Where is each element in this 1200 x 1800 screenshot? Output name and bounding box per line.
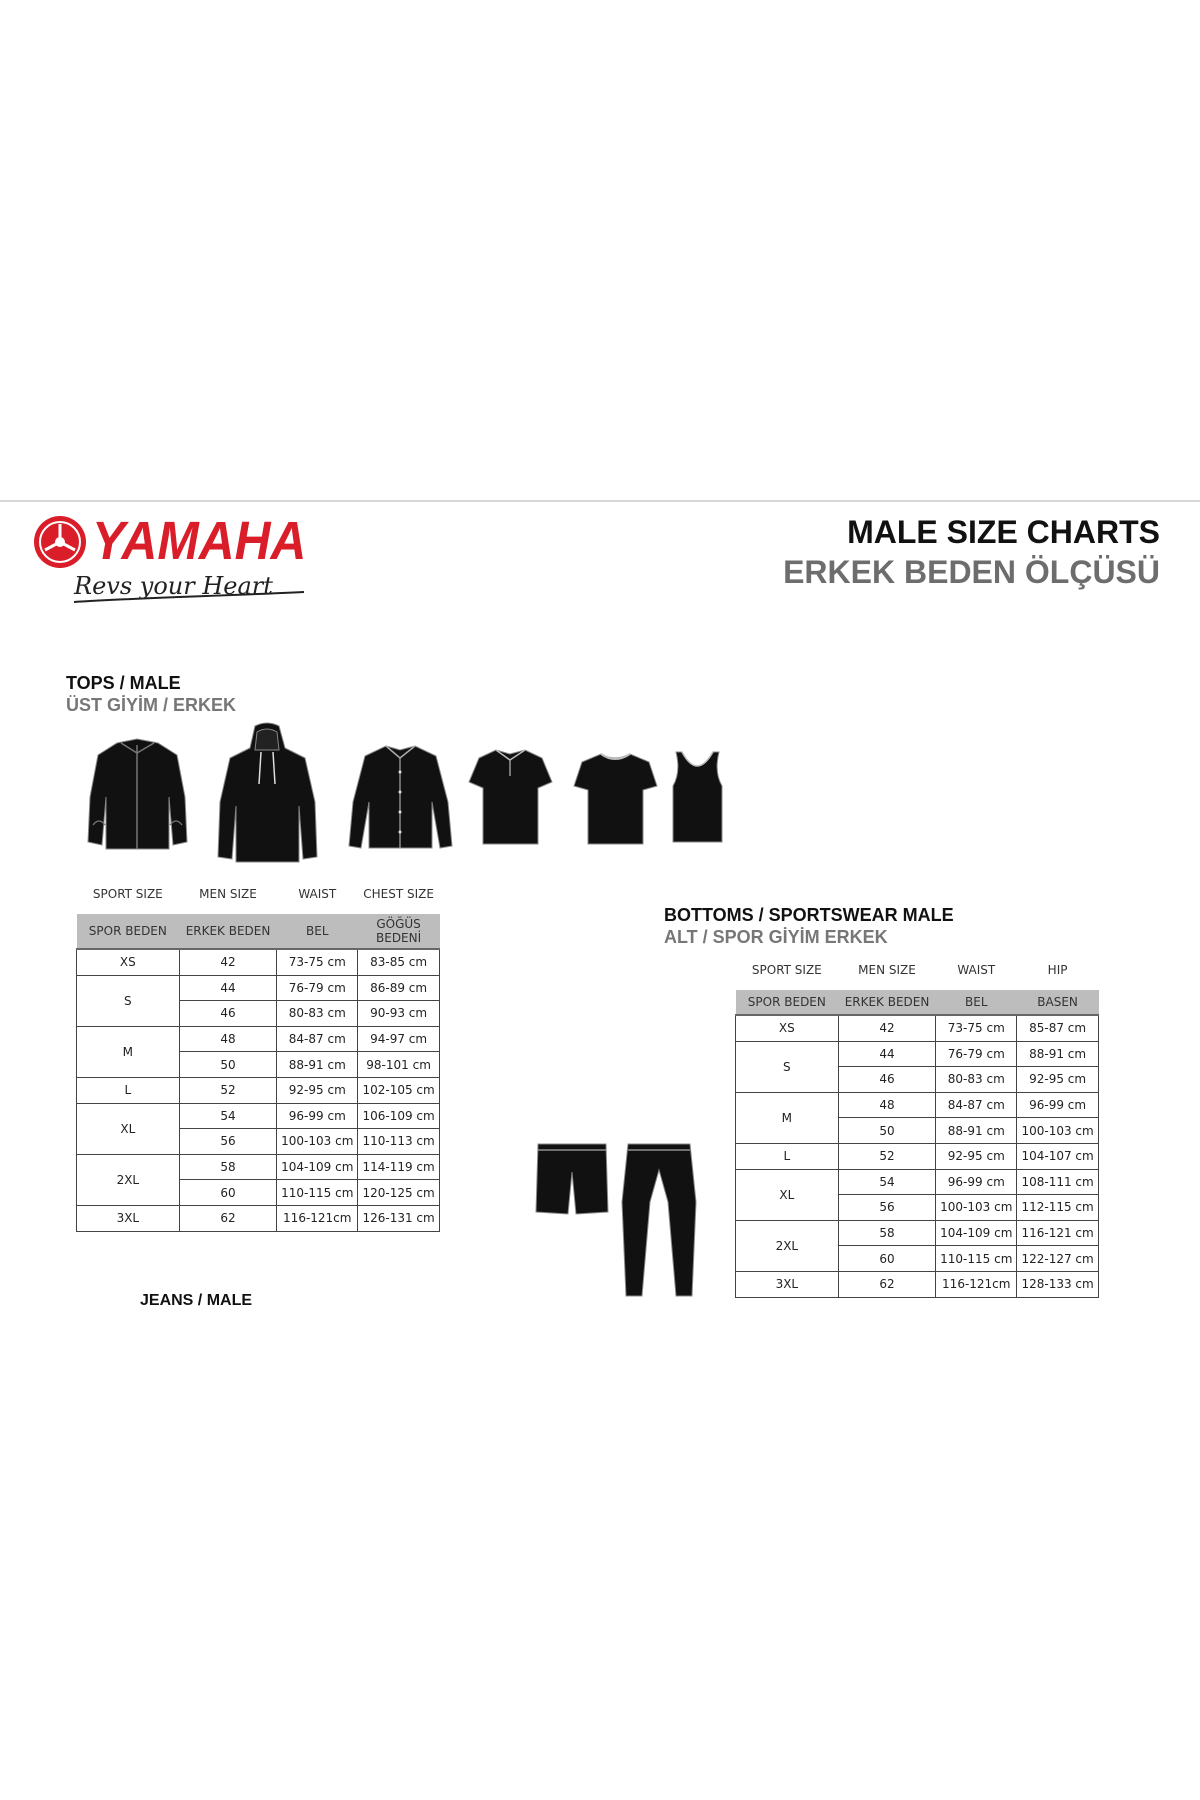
waist-cell: 92-95 cm [277, 1077, 358, 1103]
bottoms-table-body [736, 1015, 1099, 1297]
men-size-cell: 44 [838, 1041, 936, 1067]
sport-size-cell: XL [77, 1103, 180, 1154]
waist-cell: 100-103 cm [277, 1129, 358, 1155]
table-row [736, 1271, 1099, 1297]
bottoms-col-hip: HIP [1047, 963, 1068, 977]
tops-garment-icons [80, 722, 730, 867]
bottoms-col-sport-size: SPORT SIZE [751, 963, 822, 977]
shirt-icon [348, 742, 453, 852]
bottoms-header-row-en [736, 950, 1099, 990]
page-title [783, 512, 1160, 592]
men-size-cell: 62 [179, 1205, 277, 1231]
tops-header-row-tr [77, 914, 440, 949]
men-size-cell: 46 [838, 1067, 936, 1093]
men-size-cell: 50 [179, 1052, 277, 1078]
chest-cell: 114-119 cm [358, 1154, 440, 1180]
hip-cell: 108-111 cm [1017, 1169, 1099, 1195]
tshirt-icon [573, 750, 658, 846]
hip-cell: 92-95 cm [1017, 1067, 1099, 1093]
waist-cell: 76-79 cm [277, 975, 358, 1001]
men-size-cell: 50 [838, 1118, 936, 1144]
bottoms-col-erkek-beden: ERKEK BEDEN [838, 990, 936, 1015]
waist-cell: 96-99 cm [936, 1169, 1017, 1195]
waist-cell: 116-121cm [936, 1271, 1017, 1297]
top-divider [0, 500, 1200, 502]
waist-cell: 80-83 cm [277, 1001, 358, 1027]
waist-cell: 73-75 cm [936, 1015, 1017, 1041]
sport-size-cell: L [77, 1077, 180, 1103]
chest-cell: 86-89 cm [358, 975, 440, 1001]
waist-cell: 73-75 cm [277, 949, 358, 975]
hip-cell: 122-127 cm [1017, 1246, 1099, 1272]
waist-cell: 84-87 cm [277, 1026, 358, 1052]
table-row [77, 949, 440, 975]
sport-size-cell: XL [736, 1169, 839, 1220]
brand-wordmark: YAMAHA [92, 511, 307, 571]
hip-cell: 104-107 cm [1017, 1143, 1099, 1169]
men-size-cell: 54 [179, 1103, 277, 1129]
table-row [736, 1220, 1099, 1246]
men-size-cell: 48 [179, 1026, 277, 1052]
chest-cell: 90-93 cm [358, 1001, 440, 1027]
brand-tagline: Revs your Heart [74, 572, 273, 600]
hip-cell: 100-103 cm [1017, 1118, 1099, 1144]
tops-col-gogus-bedeni: GÖĞÜS BEDENİ [358, 914, 440, 949]
waist-cell: 80-83 cm [936, 1067, 1017, 1093]
men-size-cell: 56 [179, 1129, 277, 1155]
chest-cell: 83-85 cm [358, 949, 440, 975]
sport-size-cell: 3XL [736, 1271, 839, 1297]
men-size-cell: 48 [838, 1092, 936, 1118]
table-row [77, 1154, 440, 1180]
sport-size-cell: XS [736, 1015, 839, 1041]
chest-cell: 126-131 cm [358, 1205, 440, 1231]
page-title-tr: ERKEK BEDEN ÖLÇÜSÜ [783, 554, 1160, 590]
waist-cell: 76-79 cm [936, 1041, 1017, 1067]
hoodie-icon [215, 722, 320, 867]
hip-cell: 116-121 cm [1017, 1220, 1099, 1246]
tops-col-sport-size: SPORT SIZE [92, 887, 163, 901]
tops-col-waist: WAIST [298, 887, 337, 901]
jeans-section-title-cutoff: JEANS / MALE [140, 1292, 253, 1309]
leggings-icon [620, 1142, 698, 1298]
men-size-cell: 58 [838, 1220, 936, 1246]
tops-col-men-size: MEN SIZE [199, 887, 257, 901]
tops-section-title [66, 672, 236, 716]
table-row [736, 1143, 1099, 1169]
bottoms-col-bel: BEL [936, 990, 1017, 1015]
waist-cell: 104-109 cm [936, 1220, 1017, 1246]
tops-col-spor-beden: SPOR BEDEN [77, 914, 180, 949]
chest-cell: 120-125 cm [358, 1180, 440, 1206]
waist-cell: 88-91 cm [277, 1052, 358, 1078]
men-size-cell: 42 [179, 949, 277, 975]
table-row [736, 1092, 1099, 1118]
men-size-cell: 62 [838, 1271, 936, 1297]
men-size-cell: 60 [838, 1246, 936, 1272]
waist-cell: 116-121cm [277, 1205, 358, 1231]
chest-cell: 94-97 cm [358, 1026, 440, 1052]
sport-size-cell: 2XL [77, 1154, 180, 1205]
men-size-cell: 60 [179, 1180, 277, 1206]
waist-cell: 92-95 cm [936, 1143, 1017, 1169]
waist-cell: 84-87 cm [936, 1092, 1017, 1118]
table-row [77, 1026, 440, 1052]
tops-title-tr: ÜST GİYİM / ERKEK [66, 695, 237, 715]
men-size-cell: 56 [838, 1195, 936, 1221]
tops-col-erkek-beden: ERKEK BEDEN [179, 914, 277, 949]
men-size-cell: 52 [838, 1143, 936, 1169]
men-size-cell: 52 [179, 1077, 277, 1103]
waist-cell: 110-115 cm [277, 1180, 358, 1206]
hip-cell: 112-115 cm [1017, 1195, 1099, 1221]
sport-size-cell: 3XL [77, 1205, 180, 1231]
men-size-cell: 58 [179, 1154, 277, 1180]
waist-cell: 110-115 cm [936, 1246, 1017, 1272]
men-size-cell: 46 [179, 1001, 277, 1027]
table-row [77, 1103, 440, 1129]
sport-size-cell: M [77, 1026, 180, 1077]
bottoms-col-spor-beden: SPOR BEDEN [736, 990, 839, 1015]
bottoms-size-table [735, 950, 1099, 1298]
shorts-icon [534, 1142, 610, 1216]
bottoms-title-en: BOTTOMS / SPORTSWEAR MALE [664, 905, 954, 925]
tops-col-bel: BEL [277, 914, 358, 949]
sport-size-cell: S [77, 975, 180, 1026]
bottoms-title-tr: ALT / SPOR GİYİM ERKEK [664, 927, 888, 947]
bottoms-col-men-size: MEN SIZE [858, 963, 916, 977]
waist-cell: 100-103 cm [936, 1195, 1017, 1221]
hip-cell: 88-91 cm [1017, 1041, 1099, 1067]
tuning-fork-emblem-icon [32, 514, 88, 570]
polo-icon [468, 746, 553, 846]
page-title-en: MALE SIZE CHARTS [847, 514, 1160, 550]
table-row [736, 1041, 1099, 1067]
waist-cell: 88-91 cm [936, 1118, 1017, 1144]
chest-cell: 102-105 cm [358, 1077, 440, 1103]
sport-size-cell: XS [77, 949, 180, 975]
table-row [736, 1169, 1099, 1195]
bottoms-header-row-tr [736, 990, 1099, 1015]
jacket-icon [85, 737, 190, 852]
men-size-cell: 42 [838, 1015, 936, 1041]
tops-header-row-en [77, 874, 440, 914]
chest-cell: 98-101 cm [358, 1052, 440, 1078]
table-row [77, 1205, 440, 1231]
tops-size-table [76, 874, 440, 1232]
men-size-cell: 54 [838, 1169, 936, 1195]
hip-cell: 96-99 cm [1017, 1092, 1099, 1118]
tops-table-body [77, 949, 440, 1231]
hip-cell: 128-133 cm [1017, 1271, 1099, 1297]
tank-top-icon [670, 750, 725, 845]
sport-size-cell: 2XL [736, 1220, 839, 1271]
men-size-cell: 44 [179, 975, 277, 1001]
bottoms-col-waist: WAIST [957, 963, 996, 977]
sport-size-cell: S [736, 1041, 839, 1092]
chest-cell: 106-109 cm [358, 1103, 440, 1129]
waist-cell: 104-109 cm [277, 1154, 358, 1180]
yamaha-logo [32, 510, 307, 605]
chest-cell: 110-113 cm [358, 1129, 440, 1155]
sport-size-cell: M [736, 1092, 839, 1143]
tops-col-chest: CHEST SIZE [363, 887, 434, 901]
sport-size-cell: L [736, 1143, 839, 1169]
tops-title-en: TOPS / MALE [66, 673, 181, 693]
hip-cell: 85-87 cm [1017, 1015, 1099, 1041]
table-row [77, 975, 440, 1001]
bottoms-section-title [664, 904, 954, 948]
table-row [736, 1015, 1099, 1041]
bottoms-col-basen: BASEN [1017, 990, 1099, 1015]
tagline-swoosh-icon [72, 590, 307, 604]
table-row [77, 1077, 440, 1103]
waist-cell: 96-99 cm [277, 1103, 358, 1129]
